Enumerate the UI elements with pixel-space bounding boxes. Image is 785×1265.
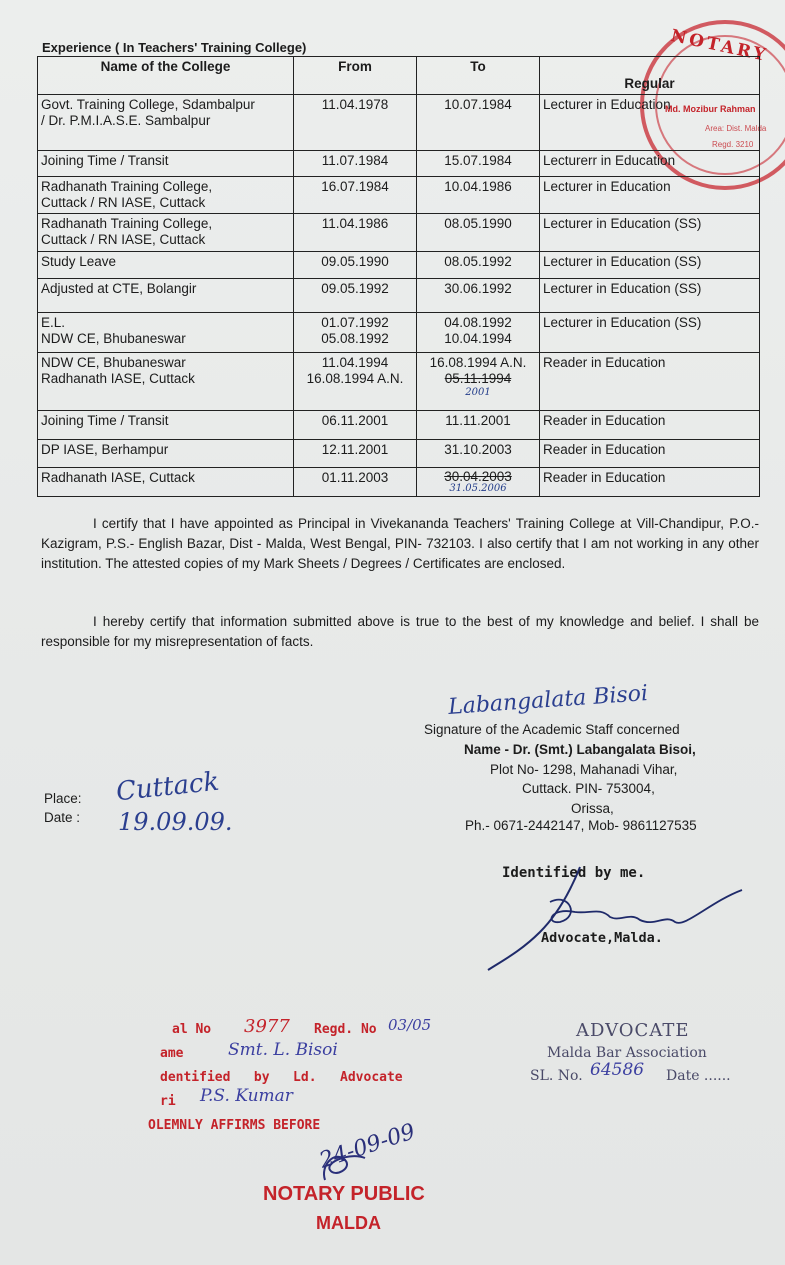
signature-caption: Signature of the Academic Staff concerned	[424, 722, 680, 737]
from-date: 09.05.1992	[321, 281, 389, 296]
from-date: 16.07.1984	[321, 179, 389, 194]
table-row	[38, 440, 760, 468]
col-header-from: From	[294, 57, 417, 95]
table-row	[38, 353, 760, 411]
advocate-stamp-sl-value: 64586	[590, 1060, 645, 1080]
role: Lecturer in Education	[543, 179, 671, 194]
table-row	[38, 177, 760, 214]
table-row	[38, 313, 760, 353]
to-date: 10.04.1994	[444, 331, 512, 346]
role: Lecturer in Education (SS)	[543, 281, 702, 296]
notary-handwritten-date: 24-09-09	[316, 1119, 419, 1174]
to-date: 31.10.2003	[444, 442, 512, 457]
staff-name: Name - Dr. (Smt.) Labangalata Bisoi,	[464, 742, 696, 757]
role: Lecturer in Education	[543, 97, 671, 112]
notary-seal-name: Md. Mozibur Rahman	[665, 104, 756, 114]
from-date: 11.04.1978	[321, 97, 389, 112]
notary-identified-line: dentified by Ld. Advocate	[160, 1070, 403, 1085]
to-date: 16.08.1994 A.N.	[429, 355, 527, 370]
notary-regd-value: 03/05	[388, 1016, 432, 1034]
college-name: NDW CE, Bhubaneswar	[41, 331, 186, 346]
certification-paragraph: I certify that I have appointed as Principal in Vivekananda Teachers' Training College at Vill-Chandipur, P.O.- Kazigram, P.S.- English Bazar, Dist - Malda, West Bengal, PIN- 732103. I also certify that I am not working in any other institution. The attested copies of my Mark Sheets / Degrees / Certificates are enclosed.	[41, 516, 759, 571]
place-value: Cuttack	[114, 766, 221, 808]
from-date: 11.04.1994	[321, 355, 389, 370]
advocate-stamp-date-label: Date ......	[666, 1068, 731, 1084]
college-name: Radhanath IASE, Cuttack	[41, 470, 195, 485]
table-row	[38, 252, 760, 279]
experience-table	[37, 56, 760, 497]
to-date: 30.06.1992	[444, 281, 512, 296]
role: Lecturerr in Education	[543, 153, 676, 168]
notary-place: MALDA	[316, 1213, 381, 1233]
notary-seal-area: Area: Dist. Malda	[705, 124, 767, 133]
notary-public-title: NOTARY PUBLIC	[263, 1183, 425, 1205]
table-row	[38, 279, 760, 313]
college-name: Study Leave	[41, 254, 117, 269]
staff-address-line1: Plot No- 1298, Mahanadi Vihar,	[490, 762, 678, 777]
notary-line4-label: ri	[160, 1094, 176, 1109]
college-name: / Dr. P.M.I.A.S.E. Sambalpur	[41, 113, 211, 128]
notary-seal-regn: Regd. 3210	[712, 140, 754, 149]
college-name: Joining Time / Transit	[41, 153, 169, 168]
notary-serial-label: al No	[172, 1022, 212, 1037]
to-date: 10.04.1986	[444, 179, 512, 194]
college-name: NDW CE, Bhubaneswar	[41, 355, 186, 370]
college-name: E.L.	[41, 315, 66, 330]
role: Reader in Education	[543, 413, 666, 428]
notary-serial-value: 3977	[244, 1016, 290, 1037]
role: Lecturer in Education (SS)	[543, 315, 702, 330]
table-row	[38, 214, 760, 252]
from-date: 06.11.2001	[321, 413, 389, 428]
college-name: Cuttack / RN IASE, Cuttack	[41, 195, 206, 210]
staff-phone: Ph.- 0671-2442147, Mob- 9861127535	[465, 818, 697, 833]
advocate-stamp-title: ADVOCATE	[576, 1020, 690, 1041]
role: Reader in Education	[543, 355, 666, 370]
staff-address-line2: Cuttack. PIN- 753004,	[522, 781, 655, 796]
col-header-college: Name of the College	[38, 57, 294, 95]
role: Lecturer in Education (SS)	[543, 254, 702, 269]
identified-text: Identified by me.	[502, 865, 646, 881]
place-label: Place:	[44, 791, 82, 806]
advocate-stamp-association: Malda Bar Association	[547, 1045, 707, 1061]
role: Lecturer in Education (SS)	[543, 216, 702, 231]
from-date: 11.04.1986	[321, 216, 389, 231]
advocate-signature-scrawl	[480, 862, 750, 977]
from-date: 11.07.1984	[321, 153, 389, 168]
col-header-to: To	[417, 57, 540, 95]
college-name: Govt. Training College, Sdambalpur	[41, 97, 255, 112]
notary-regd-label: Regd. No	[314, 1022, 377, 1037]
advocate-malda-text: Advocate,Malda.	[541, 930, 663, 946]
to-date: 10.07.1984	[444, 97, 512, 112]
notary-line4-value: P.S. Kumar	[200, 1086, 293, 1106]
role: Reader in Education	[543, 442, 666, 457]
from-date: 12.11.2001	[321, 442, 389, 457]
from-date: 01.07.1992	[321, 315, 389, 330]
from-date: 16.08.1994 A.N.	[306, 371, 404, 386]
col-header-regular: Regular	[540, 57, 760, 95]
to-date: 08.05.1990	[444, 216, 512, 231]
section-title: Experience ( In Teachers' Training College)	[42, 40, 307, 55]
table-row	[38, 95, 760, 151]
to-date: 11.11.2001	[445, 413, 511, 428]
date-value: 19.09.09.	[118, 808, 233, 836]
notary-name-value: Smt. L. Bisoi	[228, 1040, 338, 1060]
to-date-correction: 31.05.2006	[449, 483, 507, 494]
to-date: 08.05.1992	[444, 254, 512, 269]
to-date-correction: 2001	[465, 387, 491, 398]
staff-handwritten-signature: Labangalata Bisoi	[447, 681, 649, 720]
to-date: 15.07.1984	[444, 153, 512, 168]
college-name: Radhanath Training College,	[41, 179, 213, 194]
declaration-paragraph: I hereby certify that information submitted above is true to the best of my knowledge and belief. I shall be responsible for my misrepresentation of facts.	[41, 614, 759, 649]
from-date: 09.05.1990	[321, 254, 389, 269]
to-date-struck: 30.04.2003	[444, 469, 512, 484]
notary-affirms-line: OLEMNLY AFFIRMS BEFORE	[148, 1118, 321, 1133]
college-name: Joining Time / Transit	[41, 413, 169, 428]
college-name: DP IASE, Berhampur	[41, 442, 169, 457]
staff-address-line3: Orissa,	[571, 801, 614, 816]
to-date: 04.08.1992	[444, 315, 512, 330]
notary-name-label: ame	[160, 1046, 184, 1061]
table-row	[38, 468, 760, 497]
table-row	[38, 151, 760, 177]
college-name: Cuttack / RN IASE, Cuttack	[41, 232, 206, 247]
college-name: Adjusted at CTE, Bolangir	[41, 281, 197, 296]
advocate-stamp-sl-label: SL. No.	[530, 1068, 583, 1084]
from-date: 05.08.1992	[321, 331, 389, 346]
college-name: Radhanath Training College,	[41, 216, 213, 231]
role: Reader in Education	[543, 470, 666, 485]
college-name: Radhanath IASE, Cuttack	[41, 371, 195, 386]
table-row	[38, 411, 760, 440]
to-date-struck: 05.11.1994	[444, 371, 512, 386]
from-date: 01.11.2003	[321, 470, 389, 485]
date-label: Date :	[44, 810, 81, 825]
notary-seal-top-text: NOTARY	[669, 25, 770, 67]
